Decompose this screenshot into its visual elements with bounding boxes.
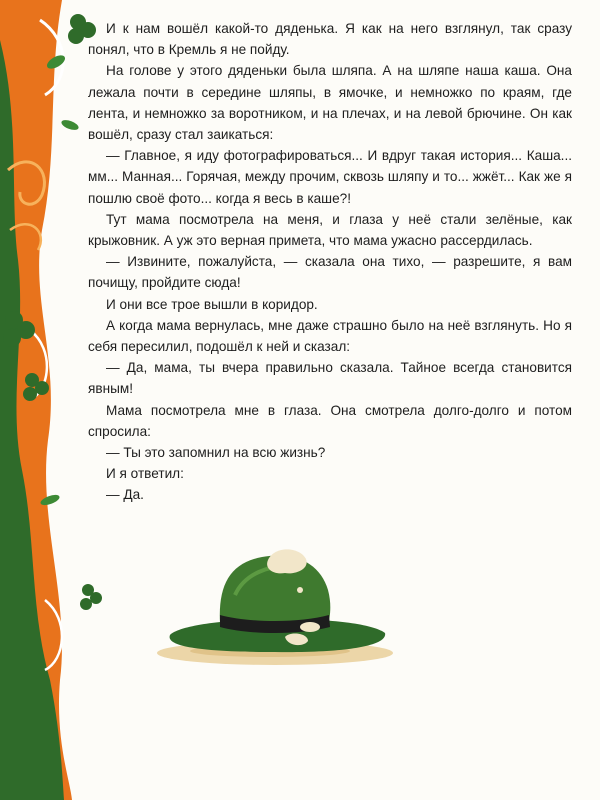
paragraph: — Главное, я иду фотографироваться... И вдруг такая история... Каша... мм... Манная... Горячая, между прочим, сквозь шляпу и то... жжёт... Как же я пошлю своё фото... когда я весь в каше?! (88, 148, 572, 206)
paragraph: Мама посмотрела мне в глаза. Она смотрела долго-долго и потом спросила: (88, 402, 572, 439)
paragraph: — Да, мама, ты вчера правильно сказала. Тайное всегда становится явным! (88, 360, 572, 397)
porridge-drop (297, 587, 303, 593)
clover-leaf (80, 584, 102, 610)
porridge-splash (267, 549, 307, 573)
paragraph: И они все трое вышли в коридор. (106, 296, 318, 312)
paragraph: Тут мама посмотрела на меня, и глаза у неё стали зелёные, как крыжовник. А уж это верная примета, что мама ужасно рассердилась. (88, 211, 572, 249)
paragraph: На голове у этого дяденьки была шляпа. А на шляпе наша каша. Она лежала почти в середине шляпы, в ямочке, и немножко по краям, где лента, и немножко за воротником, и на плечах, и на левой брючине. Он как вошёл, сразу стал заикаться: (88, 63, 572, 143)
leaf (60, 118, 80, 132)
story-text (88, 18, 572, 506)
porridge-splash (300, 622, 320, 632)
paragraph: — Да. (106, 487, 144, 503)
paragraph: — Ты это запомнил на всю жизнь? (106, 445, 326, 461)
paragraph: — Извините, пожалуйста, — сказала она тихо, — разрешите, я вам почищу, пройдите сюда! (88, 254, 572, 291)
paragraph: А когда мама вернулась, мне даже страшно было на неё взглянуть. Но я себя пересилил, подошёл к ней и сказал: (88, 317, 572, 355)
hat-with-porridge-illustration (150, 535, 400, 670)
paragraph: И я ответил: (106, 466, 184, 482)
paragraph: И к нам вошёл какой-то дяденька. Я как на него взглянул, так сразу понял, что в Кремль я не пойду. (88, 21, 572, 58)
